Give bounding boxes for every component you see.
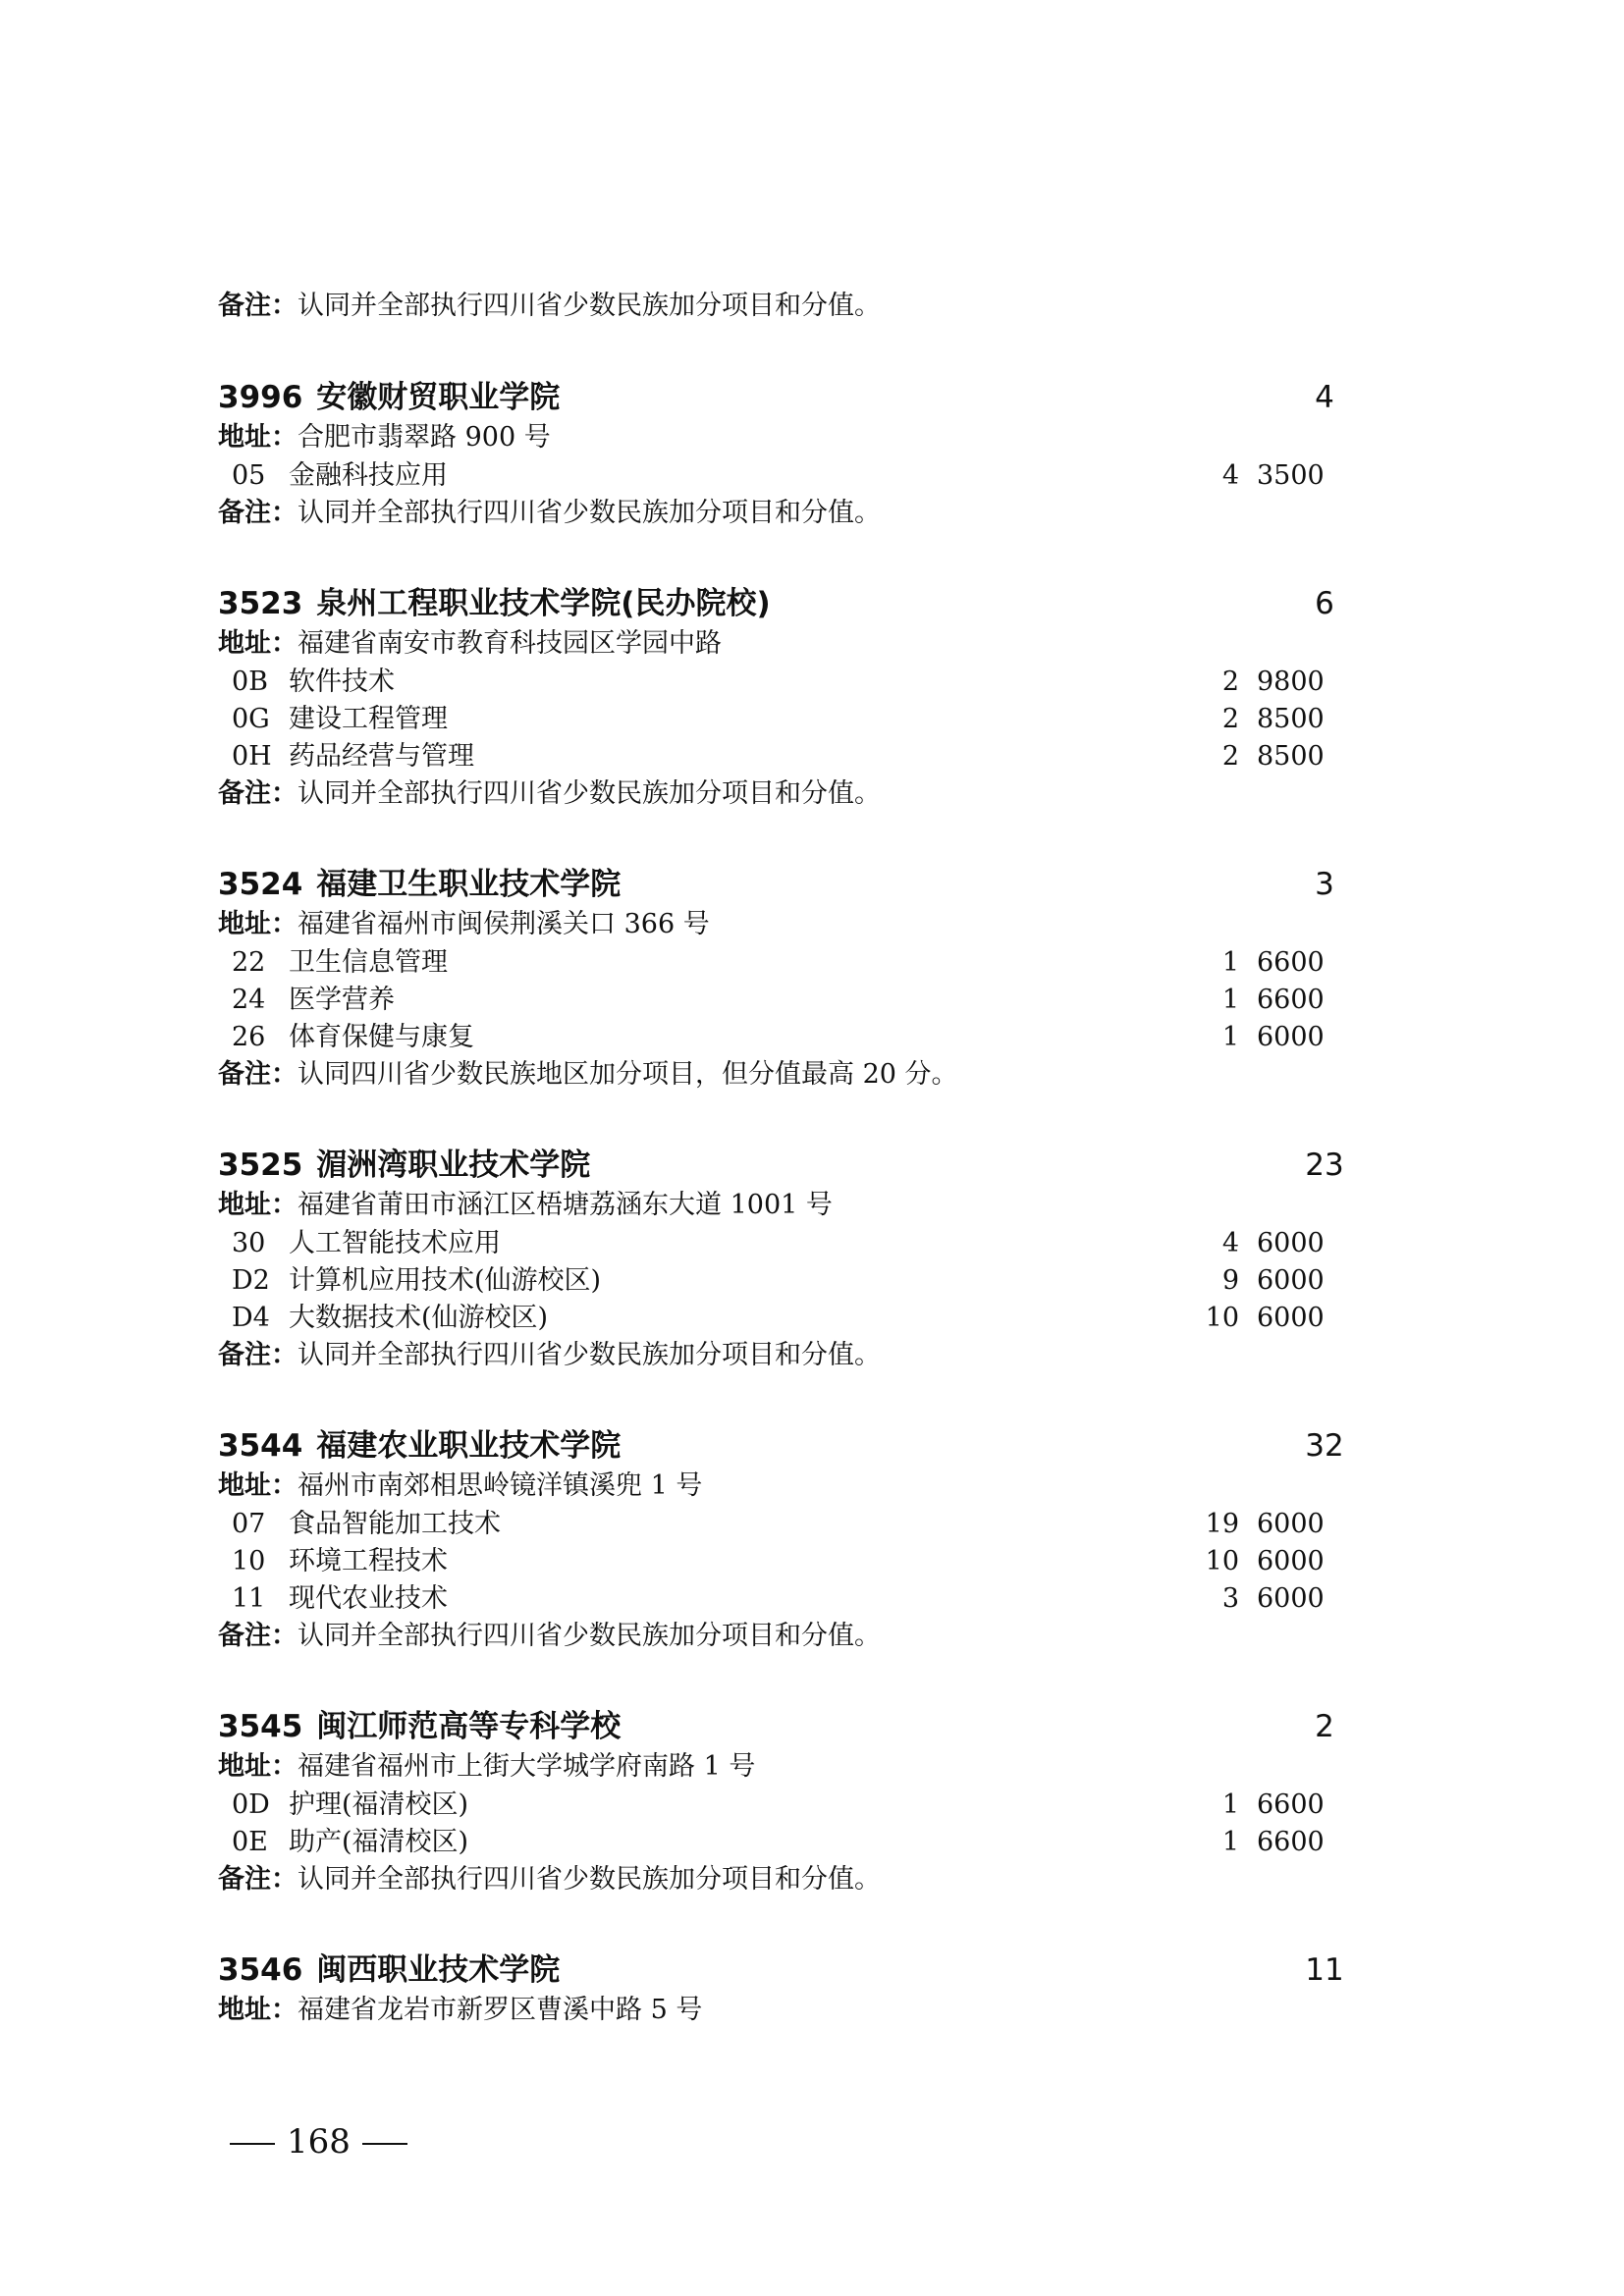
- major-fee: 6000: [1257, 1303, 1325, 1333]
- note-label: 备注：: [218, 291, 298, 321]
- institution-name: 福建农业职业技术学院: [316, 1428, 622, 1464]
- major-row: [218, 1583, 1325, 1614]
- major-name: 食品智能加工技术: [289, 1509, 501, 1539]
- page-number: 168: [287, 2122, 351, 2162]
- institution-note: [218, 1623, 881, 1649]
- major-fee: 8500: [1257, 741, 1325, 772]
- major-code: 0E: [232, 1827, 268, 1857]
- major-count: 2: [1221, 704, 1239, 734]
- institution-address: [218, 1997, 702, 2023]
- major-name: 体育保健与康复: [289, 1022, 474, 1052]
- major-fee: 6000: [1257, 1583, 1325, 1614]
- major-count: 9: [1221, 1265, 1239, 1296]
- address-text: 福州市南郊相思岭镜洋镇溪兜 1 号: [298, 1470, 703, 1501]
- major-count: 1: [1221, 1827, 1239, 1857]
- major-count: 1: [1221, 1789, 1239, 1820]
- major-fee: 6000: [1257, 1022, 1325, 1052]
- institution-header: [218, 380, 1334, 415]
- major-row: [218, 1546, 1325, 1576]
- major-count: 2: [1221, 667, 1239, 697]
- institution-quota: 11: [1305, 1952, 1344, 1988]
- institution-header: [218, 1148, 1344, 1183]
- major-count: 10: [1205, 1546, 1239, 1576]
- major-fee: 6000: [1257, 1509, 1325, 1539]
- address-label: 地址：: [218, 1470, 298, 1501]
- major-count: 1: [1221, 1022, 1239, 1052]
- footer-dash-left: [230, 2143, 275, 2145]
- institution-name: 闽西职业技术学院: [316, 1952, 561, 1988]
- major-code: D2: [232, 1265, 270, 1296]
- major-name: 建设工程管理: [289, 704, 448, 734]
- major-fee: 6600: [1257, 1827, 1325, 1857]
- institution-code: 3524: [218, 867, 303, 902]
- note-label: 备注：: [218, 498, 298, 528]
- institution-name: 安徽财贸职业学院: [316, 380, 561, 415]
- note-text: 认同并全部执行四川省少数民族加分项目和分值。: [298, 1864, 881, 1895]
- institution-quota: 32: [1305, 1428, 1344, 1464]
- address-text: 福建省南安市教育科技园区学园中路: [298, 628, 722, 659]
- institution-name: 泉州工程职业技术学院(民办院校): [316, 586, 771, 621]
- major-code: 0B: [232, 667, 269, 697]
- major-name: 助产(福清校区): [289, 1827, 469, 1857]
- major-name: 人工智能技术应用: [289, 1228, 501, 1258]
- address-label: 地址：: [218, 909, 298, 939]
- institution-header: [218, 1428, 1344, 1464]
- major-row: [218, 1789, 1325, 1820]
- address-text: 福建省福州市闽侯荆溪关口 366 号: [298, 909, 710, 939]
- major-name: 环境工程技术: [289, 1546, 448, 1576]
- major-fee: 6000: [1257, 1546, 1325, 1576]
- address-text: 合肥市翡翠路 900 号: [298, 422, 551, 453]
- institution-quota: 3: [1315, 867, 1334, 902]
- institution-code: 3545: [218, 1709, 303, 1744]
- major-count: 1: [1221, 985, 1239, 1015]
- address-text: 福建省福州市上街大学城学府南路 1 号: [298, 1751, 756, 1782]
- major-fee: 6600: [1257, 1789, 1325, 1820]
- address-label: 地址：: [218, 1995, 298, 2025]
- address-label: 地址：: [218, 1751, 298, 1782]
- note-label: 备注：: [218, 778, 298, 809]
- institution-note: [218, 780, 881, 807]
- institution-quota: 6: [1315, 586, 1334, 621]
- major-row: [218, 1303, 1325, 1333]
- major-code: 0G: [232, 704, 270, 734]
- institution-code: 3523: [218, 586, 303, 621]
- major-code: 22: [232, 947, 266, 978]
- note-label: 备注：: [218, 1340, 298, 1370]
- major-name: 大数据技术(仙游校区): [289, 1303, 549, 1333]
- note-text: 认同并全部执行四川省少数民族加分项目和分值。: [298, 291, 881, 321]
- major-code: 11: [232, 1583, 266, 1614]
- major-fee: 9800: [1257, 667, 1325, 697]
- institution-code: 3996: [218, 380, 303, 415]
- major-row: [218, 947, 1325, 978]
- note-text: 认同并全部执行四川省少数民族加分项目和分值。: [298, 778, 881, 809]
- address-text: 福建省莆田市涵江区梧塘荔涵东大道 1001 号: [298, 1190, 833, 1220]
- note-label: 备注：: [218, 1621, 298, 1651]
- major-count: 3: [1221, 1583, 1239, 1614]
- address-label: 地址：: [218, 422, 298, 453]
- major-row: [218, 704, 1325, 734]
- note-text: 认同并全部执行四川省少数民族加分项目和分值。: [298, 1340, 881, 1370]
- institution-address: [218, 630, 722, 657]
- institution-quota: 4: [1315, 380, 1334, 415]
- major-count: 4: [1221, 460, 1239, 491]
- major-code: 10: [232, 1546, 266, 1576]
- major-fee: 6600: [1257, 985, 1325, 1015]
- major-row: [218, 1827, 1325, 1857]
- major-name: 卫生信息管理: [289, 947, 448, 978]
- address-label: 地址：: [218, 1190, 298, 1220]
- major-name: 药品经营与管理: [289, 741, 474, 772]
- note-label: 备注：: [218, 1059, 298, 1090]
- major-row: [218, 1228, 1325, 1258]
- major-code: 0D: [232, 1789, 270, 1820]
- institution-header: [218, 867, 1334, 902]
- institution-header: [218, 1709, 1334, 1744]
- major-count: 4: [1221, 1228, 1239, 1258]
- institution-note: [218, 500, 881, 526]
- major-row: [218, 985, 1325, 1015]
- major-code: 24: [232, 985, 266, 1015]
- top-note: [218, 293, 881, 319]
- address-label: 地址：: [218, 628, 298, 659]
- institution-address: [218, 911, 710, 937]
- major-name: 护理(福清校区): [289, 1789, 469, 1820]
- institution-code: 3546: [218, 1952, 303, 1988]
- institution-header: [218, 586, 1334, 621]
- institution-code: 3525: [218, 1148, 303, 1183]
- major-name: 软件技术: [289, 667, 395, 697]
- note-text: 认同并全部执行四川省少数民族加分项目和分值。: [298, 1621, 881, 1651]
- major-fee: 6000: [1257, 1265, 1325, 1296]
- major-code: 0H: [232, 741, 272, 772]
- major-row: [218, 460, 1325, 491]
- major-count: 10: [1205, 1303, 1239, 1333]
- major-name: 现代农业技术: [289, 1583, 448, 1614]
- note-label: 备注：: [218, 1864, 298, 1895]
- institution-address: [218, 1753, 755, 1780]
- institution-quota: 2: [1315, 1709, 1334, 1744]
- major-row: [218, 1509, 1325, 1539]
- major-name: 医学营养: [289, 985, 395, 1015]
- institution-address: [218, 1192, 833, 1218]
- major-count: 2: [1221, 741, 1239, 772]
- major-fee: 8500: [1257, 704, 1325, 734]
- major-name: 金融科技应用: [289, 460, 448, 491]
- major-row: [218, 741, 1325, 772]
- major-code: 07: [232, 1509, 266, 1539]
- address-text: 福建省龙岩市新罗区曹溪中路 5 号: [298, 1995, 703, 2025]
- institution-address: [218, 1472, 702, 1499]
- institution-code: 3544: [218, 1428, 303, 1464]
- major-row: [218, 667, 1325, 697]
- major-fee: 6600: [1257, 947, 1325, 978]
- institution-note: [218, 1866, 881, 1893]
- institution-note: [218, 1342, 881, 1368]
- major-code: 05: [232, 460, 266, 491]
- institution-quota: 23: [1305, 1148, 1344, 1183]
- major-count: 1: [1221, 947, 1239, 978]
- page-footer: [218, 2122, 419, 2162]
- institution-address: [218, 424, 551, 451]
- institution-name: 闽江师范高等专科学校: [316, 1709, 622, 1744]
- footer-dash-right: [362, 2143, 407, 2145]
- major-code: 30: [232, 1228, 266, 1258]
- note-text: 认同并全部执行四川省少数民族加分项目和分值。: [298, 498, 881, 528]
- note-text: 认同四川省少数民族地区加分项目，但分值最高 20 分。: [298, 1059, 958, 1090]
- institution-note: [218, 1061, 958, 1088]
- institution-header: [218, 1952, 1344, 1988]
- major-row: [218, 1022, 1325, 1052]
- institution-name: 湄洲湾职业技术学院: [316, 1148, 591, 1183]
- major-name: 计算机应用技术(仙游校区): [289, 1265, 602, 1296]
- institution-name: 福建卫生职业技术学院: [316, 867, 622, 902]
- major-fee: 3500: [1257, 460, 1325, 491]
- major-code: 26: [232, 1022, 266, 1052]
- major-count: 19: [1205, 1509, 1239, 1539]
- major-row: [218, 1265, 1325, 1296]
- major-code: D4: [232, 1303, 270, 1333]
- major-fee: 6000: [1257, 1228, 1325, 1258]
